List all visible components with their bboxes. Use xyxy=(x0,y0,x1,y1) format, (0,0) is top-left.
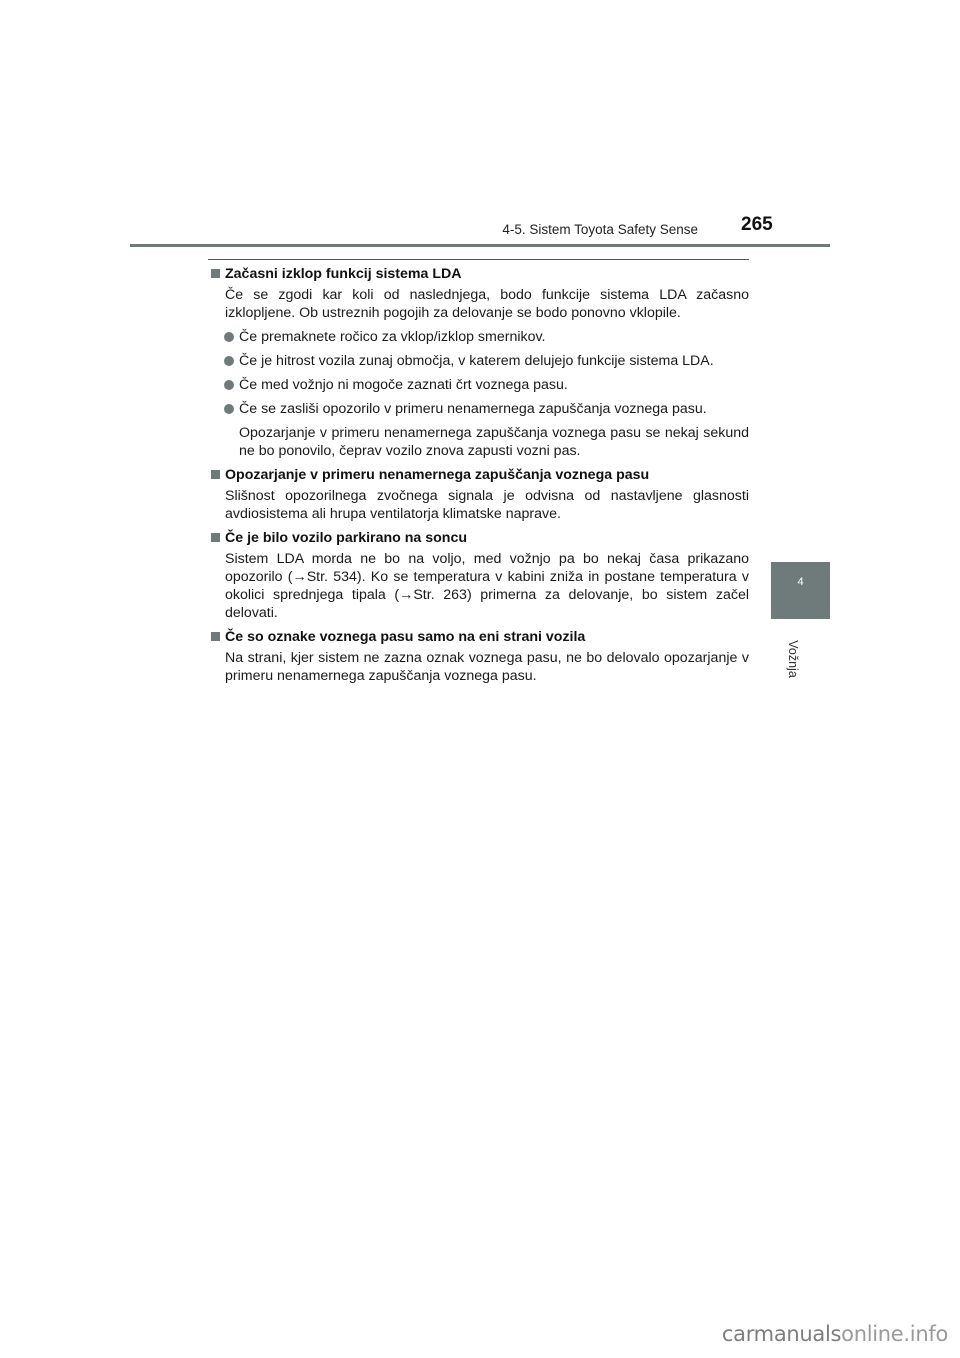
list-item-text: Če je hitrost vozila zunaj območja, v katerem delujejo funkcije sistema LDA. xyxy=(239,353,714,369)
page-content xyxy=(209,265,749,691)
circle-bullet-icon xyxy=(224,380,234,390)
list-item-text: Če premaknete ročico za vklop/izklop smernikov. xyxy=(239,329,546,345)
section-heading xyxy=(209,265,749,283)
section-heading-text: Opozarjanje v primeru nenamernega zapuščanja voznega pasu xyxy=(225,467,650,483)
page-number: 265 xyxy=(741,214,773,235)
list-item xyxy=(209,376,749,394)
section-one-side-markings xyxy=(209,628,749,685)
chapter-number: 4 xyxy=(797,576,804,588)
square-bullet-icon xyxy=(211,470,220,479)
circle-bullet-icon xyxy=(224,332,234,342)
section-heading-text: Začasni izklop funkcij sistema LDA xyxy=(225,266,462,282)
section-heading-text: Če so oznake voznega pasu samo na eni strani vozila xyxy=(225,629,586,645)
square-bullet-icon xyxy=(211,269,220,278)
section-heading xyxy=(209,466,749,484)
chapter-label: Vožnja xyxy=(786,640,800,678)
section-paragraph: Na strani, kjer sistem ne zazna oznak voznega pasu, ne bo delovalo opozarjanje v primeru nenamernega zapuščanja voznega pasu. xyxy=(225,650,749,684)
list-item-text: Če med vožnjo ni mogoče zaznati črt voznega pasu. xyxy=(239,377,568,393)
chapter-side-tab xyxy=(771,562,830,619)
watermark-part1: carmanuals xyxy=(721,1322,842,1346)
content-rule xyxy=(208,259,749,260)
chapter-side-label xyxy=(786,630,800,690)
section-paragraph: Sistem LDA morda ne bo na voljo, med vožnjo pa bo nekaj časa prikazano opozorilo (→Str. 534). Ko se temperatura v kabini zniža in postane temperatura v okolici sprednjega tipala (→Str. 263) primerna za delovanje, bo sistem začel delovati. xyxy=(225,551,749,621)
list-item-text: Če se zasliši opozorilo v primeru nenamernega zapuščanja voznega pasu. xyxy=(239,401,707,417)
list-item xyxy=(209,400,749,418)
header-section-title: 4-5. Sistem Toyota Safety Sense xyxy=(502,222,698,237)
square-bullet-icon xyxy=(211,533,220,542)
square-bullet-icon xyxy=(211,632,220,641)
list-item xyxy=(209,328,749,346)
section-heading-text: Če je bilo vozilo parkirano na soncu xyxy=(225,530,468,546)
section-paragraph: Če se zgodi kar koli od naslednjega, bodo funkcije sistema LDA začasno izklopljene. Ob ustreznih pogojih za delovanje se bodo ponovno vklopile. xyxy=(225,287,749,321)
section-heading xyxy=(209,529,749,547)
watermark-part2: online.info xyxy=(841,1322,948,1346)
bullet-note: Opozarjanje v primeru nenamernega zapuščanja voznega pasu se nekaj sekund ne bo ponovilo, čeprav vozilo znova zapusti vozni pas. xyxy=(239,425,749,459)
section-lda-temporary-off xyxy=(209,265,749,460)
watermark xyxy=(722,1322,948,1346)
section-parked-in-sun xyxy=(209,529,749,622)
section-paragraph: Slišnost opozorilnega zvočnega signala je odvisna od nastavljene glasnosti avdiosistema ali hrupa ventilatorja klimatske naprave. xyxy=(225,488,749,522)
section-lane-departure-warning xyxy=(209,466,749,523)
header-rule xyxy=(130,244,830,247)
list-item xyxy=(209,352,749,370)
section-heading xyxy=(209,628,749,646)
circle-bullet-icon xyxy=(224,404,234,414)
circle-bullet-icon xyxy=(224,356,234,366)
